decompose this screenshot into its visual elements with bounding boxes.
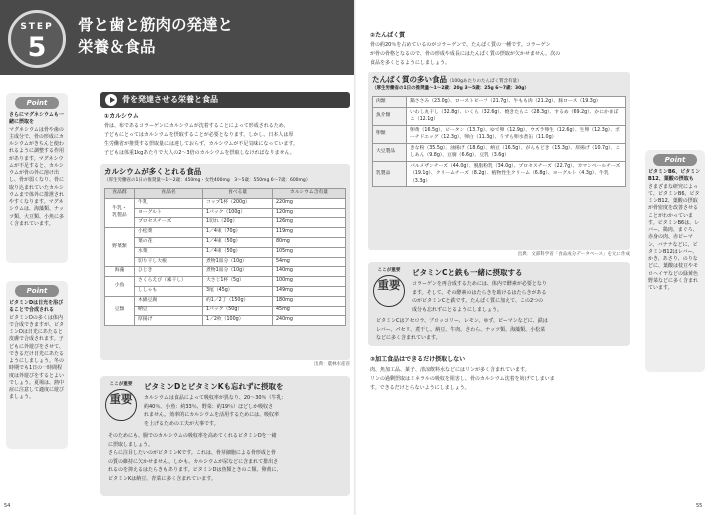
serving-cell: 1／4束（70g） xyxy=(203,228,273,238)
point-body: ビタミンDの多くは体内で合成できますが、ビタミンDは日光にあたると皮膚で合成されます。子どもに外遊びをさせて、できるだけ日光にあたるようにしましょう。冬の時期でも1日の一時間程度は外遊びをするとよいでしょう。夏場は、熱中症に注意して適度に遊びましょう。 xyxy=(9,314,65,401)
right-page xyxy=(356,0,711,515)
col-header: カルシウム含有量 xyxy=(273,189,346,199)
serving-cell: コップ1杯（200g） xyxy=(203,198,273,208)
point-body: マグネシウムは骨や歯の主成分で、骨の形成にカルシウムがきちんと使われるように調整する作用があります。マグネシウムが不足すると、カルシウムが骨の外に溶け出し、骨が弱くなり、骨に取り込まれていたカルシウムまで体外に排泄されやすくなります。マグネシウムは、海藻類、ナッツ類、大豆類、小魚に多く含まれています。 xyxy=(9,126,65,227)
section-heading xyxy=(100,92,350,108)
callout-title: ビタミンDとビタミンKも忘れずに摂取を xyxy=(144,382,284,391)
food-group-cell: 野菜類 xyxy=(105,228,135,267)
food-items-cell: きな粉（35.5g）、油揚げ（18.6g）、納豆（16.5g）、がんもどき（15.3g）、厚揚げ（10.7g）、こしあん（9.8g）、豆腐（6.6g）、豆乳（3.6g） xyxy=(407,143,626,161)
text-line: 成分も忘れずにとるようにしましょう。 xyxy=(412,306,503,313)
text-line: カルシウムは食品によって吸収率が異なり、20〜30％（牛乳： xyxy=(144,395,287,401)
protein-paragraph xyxy=(370,41,640,68)
callout-text-top xyxy=(412,280,626,314)
serving-cell: 1／4束（50g） xyxy=(203,247,273,257)
calcium-cell: 126mg xyxy=(273,218,346,228)
table-header-row xyxy=(105,189,346,199)
calcium-cell: 100mg xyxy=(273,277,346,287)
text-line: 骨の約20％を占めているのがコラーゲンで、たんぱく質の一種です。コラーゲン xyxy=(370,42,551,48)
food-name-cell: 水菜 xyxy=(135,247,203,257)
food-group-cell: 豆類 xyxy=(105,296,135,325)
seal-caption: ここが重要 xyxy=(109,382,133,387)
serving-cell: 1／4束（50g） xyxy=(203,237,273,247)
seal-mark: 重要 xyxy=(373,275,405,307)
point-heading: ビタミンB6、ビタミンB12、葉酸の摂取も xyxy=(648,169,701,183)
food-items-cell: 卵黄（16.5g）、ピータン（13.7g）、ゆで卵（12.9g）、ウズラ卵生（12.6g）、生卵（12.3g）、ポーチドエッグ（12.3g）、卵白（11.3g）、うずら卵水煮缶（11.0g） xyxy=(407,125,626,143)
calcium-source: 出典：農林水産省 xyxy=(314,362,350,367)
col-header: 食品群 xyxy=(105,189,135,199)
serving-cell: 1パック（50g） xyxy=(203,306,273,316)
serving-cell: 煮物1皿分（10g） xyxy=(203,267,273,277)
play-icon xyxy=(105,94,117,106)
table-row xyxy=(373,97,626,108)
calcium-cell: 140mg xyxy=(273,267,346,277)
food-name-cell: 菜の花 xyxy=(135,237,203,247)
left-page xyxy=(0,0,355,515)
calcium-cell: 149mg xyxy=(273,286,346,296)
text-line: ビタミンKは納豆、青菜に多く含まれています。 xyxy=(108,475,216,482)
food-name-cell: 木綿豆腐 xyxy=(135,296,203,306)
food-name-cell: 切り干し大根 xyxy=(135,257,203,267)
chapter-title xyxy=(78,14,233,58)
callout-text-top xyxy=(144,394,346,428)
serving-cell: 大さじ1杯（5g） xyxy=(203,277,273,287)
food-items-cell: パルメザンチーズ（44.0g）、脱脂粉乳（34.0g）、プロセスチーズ（22.7g）、カマンベールチーズ（19.1g）、クリームチーズ（8.2g）、植物性生クリーム（6.8g）、ヨーグルト（4.3g）、牛乳（3.3g） xyxy=(407,161,626,187)
food-name-cell: ししゃも xyxy=(135,286,203,296)
seal-caption: ここが重要 xyxy=(377,268,401,273)
point-box-vitamin-d xyxy=(6,281,68,449)
col-header: 食品名 xyxy=(135,189,203,199)
text-line: さらに注目したいのがビタミンKです。これは、骨芽細胞による骨形成と骨 xyxy=(108,450,276,457)
food-category-cell: 卵類 xyxy=(373,125,407,143)
text-line: 肉、魚加工品、菓子、清涼飲料水などにはリンが多く含まれています。 xyxy=(370,367,530,373)
text-line: 約40％、小魚：約33％、野菜：約19％）ほどしか吸収さ xyxy=(144,403,274,410)
serving-cell: 約1／2丁（150g） xyxy=(203,296,273,306)
protein-table-wrap xyxy=(372,96,626,187)
subheading-calcium: ①カルシウム xyxy=(104,113,139,120)
text-line: 食品を多くとるようにしましょう。 xyxy=(370,60,451,66)
col-header: 食べる量 xyxy=(203,189,273,199)
food-name-cell: 納豆 xyxy=(135,306,203,316)
point-tag: Point xyxy=(15,285,59,297)
point-tag: Point xyxy=(653,154,697,166)
food-category-cell: 乳製品 xyxy=(373,161,407,187)
calcium-cell: 240mg xyxy=(273,316,346,326)
text-line: などに多く含まれています。 xyxy=(376,335,441,342)
food-name-cell: プロセスチーズ xyxy=(135,218,203,228)
chapter-title-line-2: 栄養＆食品 xyxy=(78,38,156,56)
point-heading: ビタミンDは日光を浴びることで合成される xyxy=(9,300,64,314)
table-row xyxy=(105,228,346,238)
subheading-protein: ②たんぱく質 xyxy=(370,32,406,39)
table-row xyxy=(105,286,346,296)
calcium-cell: 120mg xyxy=(273,208,346,218)
text-line: れません。効率的にカルシウムを活用するためには、吸収率 xyxy=(144,412,280,419)
table-row xyxy=(105,218,346,228)
food-items-cell: 鶏ささみ（23.0g）、ローストビーフ（21.7g）、牛もも肉（21.2g）、豚ロース（19.3g） xyxy=(407,97,626,108)
food-group-cell: 小魚 xyxy=(105,277,135,297)
table-row xyxy=(105,316,346,326)
text-line: 生労働省が推奨する摂取量には達しておらず、カルシウムが不足気味になっています。 xyxy=(104,141,299,147)
important-seal xyxy=(372,268,406,306)
serving-cell: 1切れ（20g） xyxy=(203,218,273,228)
text-line: ビタミンCはアセロラ、ブロッコリー、レモン、ゆず、ピーマンなどに、鉄は xyxy=(376,318,548,324)
food-items-cell: いわし丸干し（32.8g）、いくら（32.6g）、焼きたらこ（28.3g）、するめ（69.2g）、かにかまぼこ（12.1g） xyxy=(407,107,626,125)
point-body: さまざまな研究によって、ビタミンB6、ビタミンB12、葉酸の摂取が骨密度を改善させることがわかっています。ビタミンB6は、レバー、鶏肉、まぐろ、赤身の肉、赤ピーマン、バナナなどに、ビタミンB12はレバー、かき、あさり、のりなどに、葉酸は枝豆やモロヘイヤなどの緑黄色野菜などに多く含まれています。 xyxy=(648,183,700,291)
calcium-foods-box xyxy=(100,164,350,360)
serving-cell: 1／2枚（100g） xyxy=(203,316,273,326)
food-category-cell: 魚介類 xyxy=(373,107,407,125)
callout-text-bottom xyxy=(376,317,626,343)
text-line: 骨は、布であるコラーゲンにカルシウムが沈着することによって形成されるため、 xyxy=(104,123,289,129)
table-row xyxy=(373,125,626,143)
text-line: レバー、パセリ、煮干し、納豆、牛肉、さわら、ナッツ類、海藻類、小松菜 xyxy=(376,326,546,333)
callout-text-bottom xyxy=(108,432,346,484)
section-heading-text: 骨を発達させる栄養と食品 xyxy=(122,95,218,104)
important-seal xyxy=(104,382,138,420)
point-box-magnesium xyxy=(6,93,68,263)
text-line: の質の維持に欠かせません。しかも、カルシウムが尿などに含まれて排出さ xyxy=(108,458,279,465)
calcium-cell: 45mg xyxy=(273,306,346,316)
protein-source: 出典：文部科学省「食品成分データベース」を元に作成 xyxy=(517,252,630,257)
seal-mark: 重要 xyxy=(105,389,137,421)
food-name-cell: 厚揚げ xyxy=(135,316,203,326)
point-heading: さらにマグネシウムも一緒に摂取を xyxy=(9,112,64,126)
table-row xyxy=(105,296,346,306)
text-line: ます。そして、その酵素のはたらきを助けるはたらきがある xyxy=(412,289,547,296)
text-line: コラーゲンを再合成するためには、体内で酵素が必要となり xyxy=(412,281,547,287)
table-row xyxy=(105,237,346,247)
calcium-cell: 54mg xyxy=(273,257,346,267)
table-row xyxy=(105,247,346,257)
step-badge xyxy=(8,10,66,68)
box-title-main: たんぱく質の多い食品 xyxy=(372,75,447,84)
serving-cell: 煮物1皿分（10g） xyxy=(203,257,273,267)
food-name-cell: 牛乳 xyxy=(135,198,203,208)
step-number: 5 xyxy=(27,32,47,64)
table-row xyxy=(373,107,626,125)
box-title-sub: （100gあたりのたんぱく質含有量） xyxy=(447,79,522,84)
calcium-cell: 119mg xyxy=(273,228,346,238)
table-row xyxy=(105,267,346,277)
box-title xyxy=(372,75,521,86)
food-group-cell: 牛乳・ 乳製品 xyxy=(105,198,135,227)
point-tag: Point xyxy=(15,97,59,109)
text-line: に摂取しましょう。 xyxy=(108,441,154,448)
text-line: 子どもにとってはカルシウムを摂取することが必要となります。しかし、日本人は厚 xyxy=(104,132,294,138)
food-group-cell: 海藻 xyxy=(105,267,135,277)
serving-cell: 1パック（100g） xyxy=(203,208,273,218)
box-note: （厚生労働省の1日の推奨量〜1〜2歳：450mg・女性400mg 3〜5歳：550mg 6〜7歳：600mg） xyxy=(104,178,311,183)
food-name-cell: 小松菜 xyxy=(135,228,203,238)
text-line: そのためにも、腸でのカルシウムの吸収率を高めてくれるビタミンDを一緒 xyxy=(108,433,277,439)
step-label: STEP xyxy=(20,22,54,32)
text-line: 子どもは体重1kgあたりで大人の2〜3倍のカルシウムを摂取しなければなりません。 xyxy=(104,150,295,156)
food-name-cell: ヨーグルト xyxy=(135,208,203,218)
calcium-table xyxy=(104,188,346,326)
point-box-vitamin-b xyxy=(645,150,705,372)
food-name-cell: ひじき xyxy=(135,267,203,277)
calcium-cell: 180mg xyxy=(273,296,346,306)
box-title: カルシウムが多くとれる食品 xyxy=(104,167,202,176)
food-category-cell: 大豆製品 xyxy=(373,143,407,161)
page-number-left: 54 xyxy=(4,503,11,509)
protein-foods-box xyxy=(368,72,630,250)
calcium-cell: 220mg xyxy=(273,198,346,208)
text-line: リンの過剰摂取はミネラルの吸収を阻害し、骨のカルシウム沈着を妨げてしまいま xyxy=(370,376,555,382)
table-row xyxy=(105,198,346,208)
callout-vitamin-dk xyxy=(100,376,350,496)
text-line: のがビタミンCと鉄です。たんぱく質に加えて、この2つの xyxy=(412,298,544,305)
text-line: を上げるための工夫が大事です。 xyxy=(144,420,219,427)
callout-title: ビタミンCと鉄も一緒に摂取する xyxy=(412,268,523,277)
calcium-cell: 105mg xyxy=(273,247,346,257)
table-row xyxy=(105,257,346,267)
box-note: （厚生労働省の1日の推奨量〜1〜2歳：20g 3〜5歳：25g 6〜7歳：30g） xyxy=(372,86,529,91)
table-row xyxy=(373,143,626,161)
table-row xyxy=(373,161,626,187)
subheading-processed-food: ③加工食品はできるだけ摂取しない xyxy=(370,356,466,363)
calcium-cell: 80mg xyxy=(273,237,346,247)
page-number-right: 55 xyxy=(696,503,703,509)
serving-cell: 3尾（45g） xyxy=(203,286,273,296)
food-name-cell: さくらえび（素干し） xyxy=(135,277,203,287)
food-category-cell: 肉類 xyxy=(373,97,407,108)
chapter-title-line-1: 骨と歯と筋肉の発達と xyxy=(78,16,234,34)
calcium-paragraph xyxy=(104,122,352,158)
text-line: す。できるだけとらないようにしましょう。 xyxy=(370,385,470,391)
callout-vitamin-c-iron xyxy=(368,262,630,346)
table-row xyxy=(105,306,346,316)
table-row xyxy=(105,208,346,218)
processed-food-paragraph xyxy=(370,366,640,393)
text-line: が骨の骨格となるので、骨の形成や成長にはたんぱく質の摂取が欠かせません。次の xyxy=(370,51,561,57)
table-row xyxy=(105,277,346,287)
protein-table xyxy=(372,96,626,187)
calcium-table-wrap xyxy=(104,188,346,326)
text-line: れるのを抑えるはたらきもあります。ビタミンDは魚類ときのこ類、卵黄に、 xyxy=(108,467,282,474)
